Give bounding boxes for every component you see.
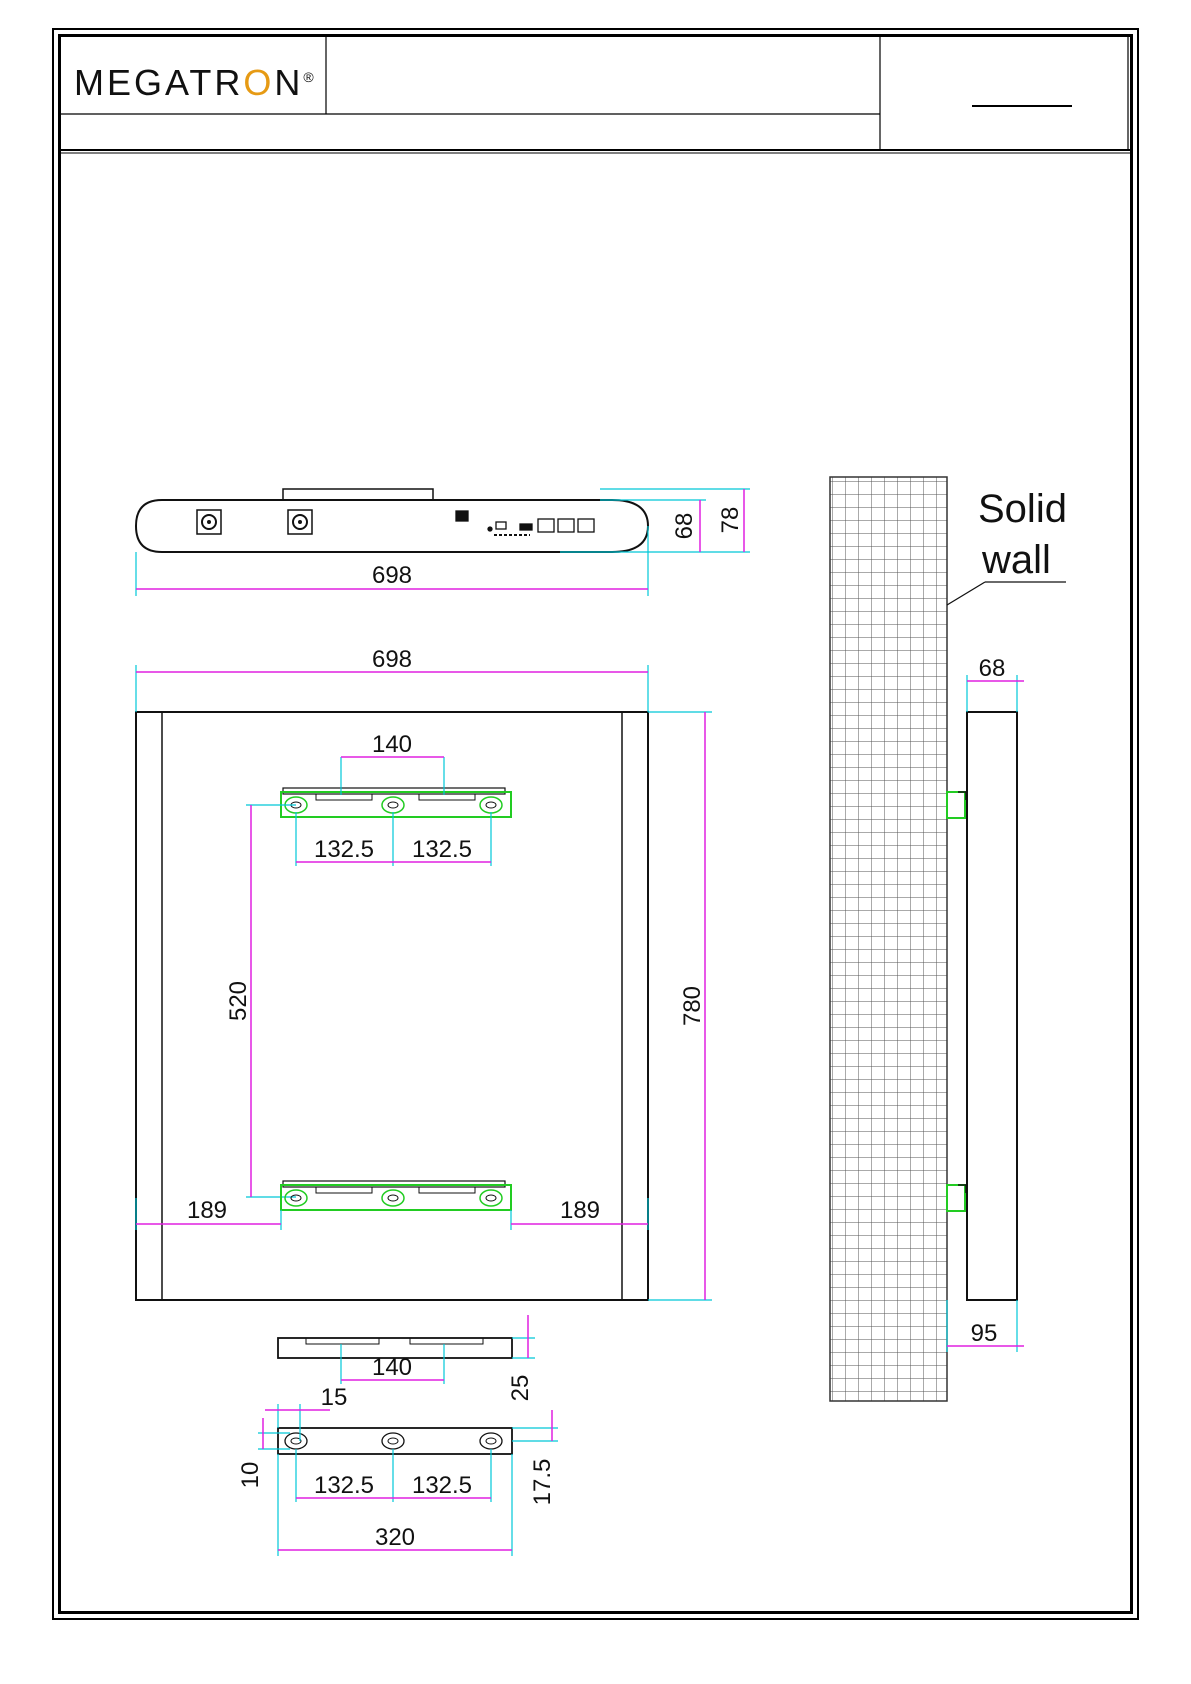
side-upper-bracket [947,792,965,818]
dimension-front-width [136,646,648,712]
dim-label-bracket-right-offset: 132.5 [411,836,473,863]
dimension-bracket-hole-spacing [341,731,444,795]
top-view [136,489,750,596]
fan-icon [197,510,221,534]
dim-label-detail-hole-spacing: 140 [371,1354,413,1381]
connector-ports-icon [456,511,594,535]
fan-icon [288,510,312,534]
side-lower-bracket [947,1185,965,1211]
dim-label-bracket-vertical-spacing: 520 [225,980,252,1022]
title-block [58,34,1133,153]
bracket-detail-top-view [278,1315,535,1401]
dim-label-detail-hole-height: 10 [237,1461,264,1489]
lower-wall-bracket [281,1181,511,1210]
dim-label-detail-left-offset: 132.5 [313,1472,375,1499]
dimension-top-depth [560,489,750,552]
dim-label-front-width: 698 [371,646,413,673]
dimension-bracket-vertical-spacing [225,805,296,1197]
dim-label-detail-right-offset: 132.5 [411,1472,473,1499]
dim-label-bracket-left-offset: 132.5 [313,836,375,863]
dim-label-detail-depth: 17.5 [529,1458,556,1506]
dim-label-bracket-hole-spacing: 140 [371,731,413,758]
dim-label-side-margin-right: 189 [559,1197,601,1224]
dim-label-side-margin-left: 189 [186,1197,228,1224]
bracket-detail-front-view [237,1384,558,1556]
megatron-logo: MEGATRON® [74,62,314,103]
solid-wall-label-line2: wall [982,538,1051,582]
dim-label-front-height: 780 [679,985,706,1027]
dimension-front-height [648,712,712,1300]
front-view [136,646,712,1300]
side-view [830,477,1067,1401]
dim-label-detail-length: 320 [374,1524,416,1551]
dim-label-wall-gap: 95 [970,1320,998,1347]
dim-label-side-depth: 68 [978,655,1006,682]
unit-side-profile [967,712,1017,1300]
dim-label-detail-hole-inset: 15 [320,1384,348,1411]
dim-label-top-depth-outer: 78 [717,506,744,534]
dimension-top-width [136,526,648,596]
solid-wall-label-line1: Solid [978,487,1067,531]
dim-label-top-depth-inner: 68 [671,512,698,540]
dimension-side-margins [136,1197,648,1230]
dim-label-detail-height: 25 [507,1374,534,1402]
dim-label-top-width: 698 [371,562,413,589]
upper-wall-bracket [281,788,511,817]
solid-wall [830,477,947,1401]
dimension-bracket-offsets [296,812,491,866]
